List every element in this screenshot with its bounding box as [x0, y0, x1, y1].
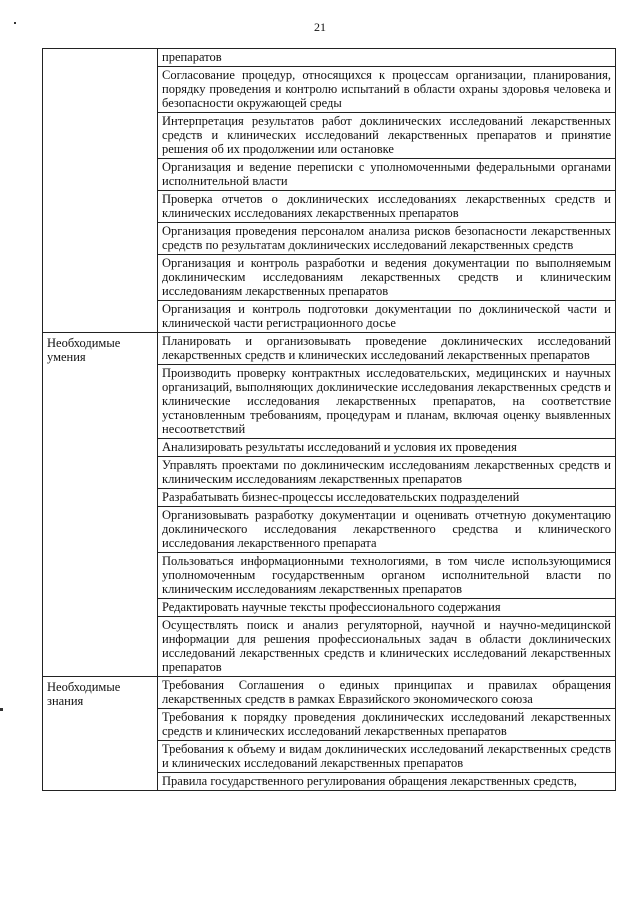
- table-cell: Требования к порядку проведения доклинических исследований лекарственных средств и клинических исследований лекарственных препаратов: [158, 709, 616, 741]
- table-cell: Организация и контроль разработки и ведения документации по выполняемым доклиническим исследованиям лекарственных средств и клиническим исследованиям лекарственных препаратов: [158, 255, 616, 301]
- scan-artifact: [0, 708, 3, 711]
- table-cell: Организовывать разработку документации и оценивать отчетную документацию доклинического исследования лекарственного средства и клинического исследования лекарственного препарата: [158, 507, 616, 553]
- table-row: [43, 49, 616, 67]
- skills-label: Необходимые умения: [43, 333, 158, 677]
- table-cell: Пользоваться информационными технологиями, в том числе использующимися уполномоченным государственным органом исполнительной власти по клиническим исследованиям лекарственных препаратов: [158, 553, 616, 599]
- table-cell: Проверка отчетов о доклинических исследованиях лекарственных средств и клинических исследованиях лекарственных препаратов: [158, 191, 616, 223]
- table-cell: Управлять проектами по доклиническим исследованиям лекарственных средств и клиническим исследованиям лекарственных препаратов: [158, 457, 616, 489]
- table-cell: Организация и контроль подготовки документации по доклинической части и клинической части регистрационного досье: [158, 301, 616, 333]
- table-row: [43, 677, 616, 709]
- table-cell: Организация и ведение переписки с уполномоченными федеральными органами исполнительной власти: [158, 159, 616, 191]
- table-cell: Редактировать научные тексты профессионального содержания: [158, 599, 616, 617]
- table-cell: Анализировать результаты исследований и условия их проведения: [158, 439, 616, 457]
- table-row: [43, 333, 616, 365]
- table-cell: Правила государственного регулирования обращения лекарственных средств,: [158, 773, 616, 791]
- table-cell: препаратов: [158, 49, 616, 67]
- table-cell: Согласование процедур, относящихся к процессам организации, планирования, порядку проведения и контролю испытаний в области охраны здоровья человека и безопасности окружающей среды: [158, 67, 616, 113]
- table-cell: Разрабатывать бизнес-процессы исследовательских подразделений: [158, 489, 616, 507]
- table-cell: Требования к объему и видам доклинических исследований лекарственных средств и клинических исследований лекарственных препаратов: [158, 741, 616, 773]
- table-cell: Осуществлять поиск и анализ регуляторной, научной и научно-медицинской информации для решения профессиональных задач в области доклинических исследований лекарственных средств и клинических исследований лекарственных препаратов: [158, 617, 616, 677]
- table-cell: Планировать и организовывать проведение доклинических исследований лекарственных средств и клинических исследований лекарственных препаратов: [158, 333, 616, 365]
- knowledge-label: Необходимые знания: [43, 677, 158, 791]
- label-cell-empty: [43, 49, 158, 333]
- table-cell: Производить проверку контрактных исследовательских, медицинских и научных организаций, выполняющих доклинические исследования лекарственных средств и клинические исследования лекарственных препаратов, на соответствие установленным требованиям, процедурам и планам, включая оценку выявленных несоответствий: [158, 365, 616, 439]
- table-cell: Интерпретация результатов работ доклинических исследований лекарственных средств и клинических исследований лекарственных препаратов и принятие решения об их продолжении или остановке: [158, 113, 616, 159]
- table-cell: Требования Соглашения о единых принципах и правилах обращения лекарственных средств в рамках Евразийского экономического союза: [158, 677, 616, 709]
- page-number: 21: [314, 20, 326, 34]
- table-cell: Организация проведения персоналом анализа рисков безопасности лекарственных средств по результатам доклинических исследований лекарственных средств: [158, 223, 616, 255]
- competency-table: [42, 48, 616, 791]
